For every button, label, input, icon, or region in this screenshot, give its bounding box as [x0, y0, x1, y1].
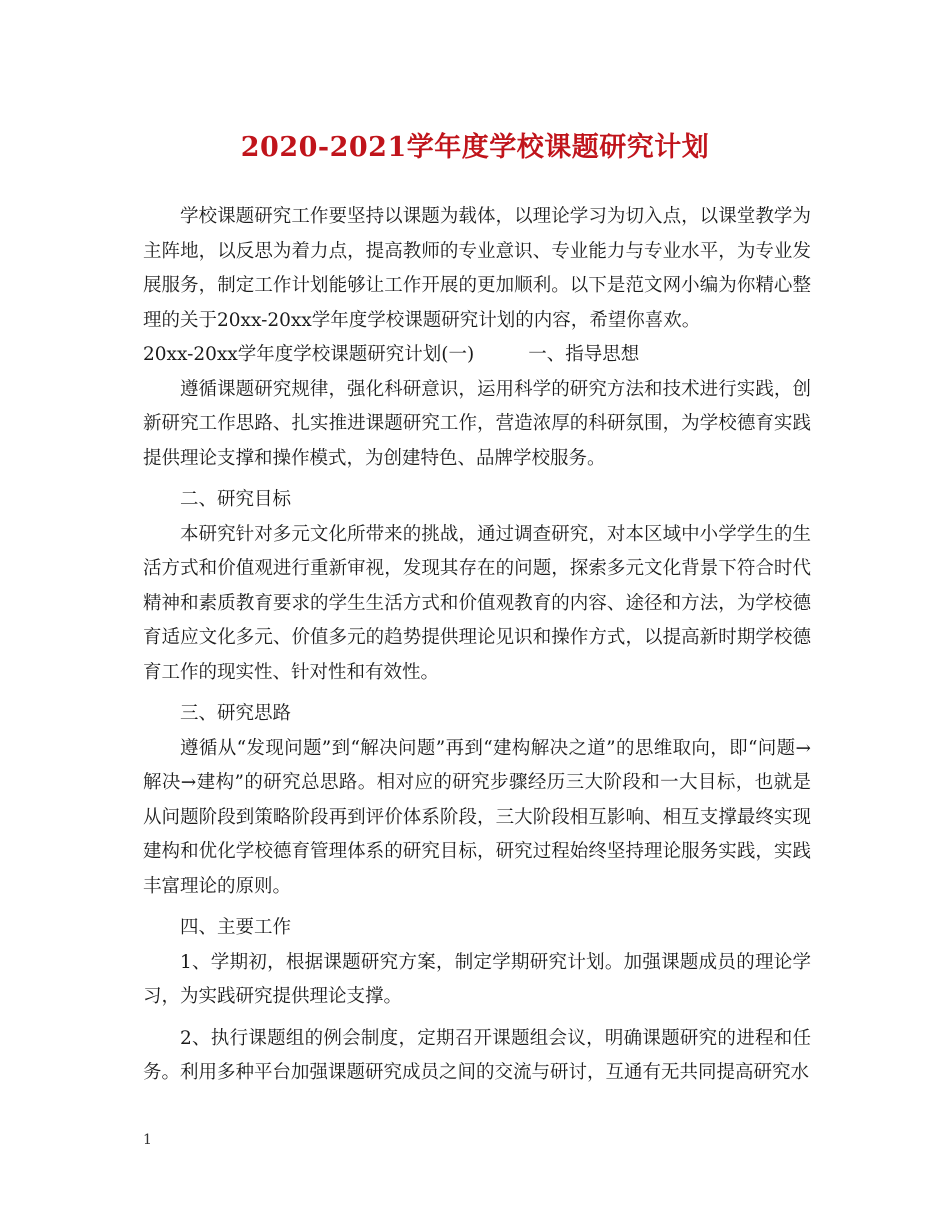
section-text-research-goal: 本研究针对多元文化所带来的挑战，通过调查研究，对本区域中小学学生的生活方式和价值观进行重新审视，发现其存在的问题，探索多元文化背景下符合时代精神和素质教育要求的学生生活方式和价值观教育的内容、途径和方法，为学校德育适应文化多元、价值多元的趋势提供理论见识和操作方式，以提高新时期学校德育工作的现实性、针对性和有效性。 [143, 523, 811, 683]
work-item: 1、学期初，根据课题研究方案，制定学期研究计划。加强课题成员的理论学习，为实践研究提供理论支撑。 [143, 951, 811, 1007]
section-heading-guiding-thought: 一、指导思想 [528, 344, 640, 365]
section-heading-main-work: 四、主要工作 [180, 917, 292, 938]
section-heading-research-approach: 三、研究思路 [180, 703, 292, 724]
section-heading-research-goal: 二、研究目标 [180, 489, 292, 510]
work-item: 2、执行课题组的例会制度，定期召开课题组会议，明确课题研究的进程和任务。利用多种平台加强课题研究成员之间的交流与研讨，互通有无共同提高研究水 [143, 1027, 811, 1083]
page-number: 1 [143, 1132, 152, 1148]
plan-title: 20xx-20xx学年度学校课题研究计划(一) [143, 344, 475, 365]
document-title: 2020-2021学年度学校课题研究计划 [240, 132, 710, 163]
section-text-guiding-thought: 遵循课题研究规律，强化科研意识，运用科学的研究方法和技术进行实践，创新研究工作思路、扎实推进课题研究工作，营造浓厚的科研氛围，为学校德育实践提供理论支撑和操作模式，为创建特色、品牌学校服务。 [143, 378, 811, 469]
section-text-research-approach: 遵循从“发现问题”到“解决问题”再到“建构解决之道”的思维取向，即“问题→ 解决→建构”的研究总思路。相对应的研究步骤经历三大阶段和一大目标，也就是从问题阶段到策略阶段再到评价体系阶段，三大阶段相互影响、相互支撑最终实现建构和优化学校德育管理体系的研究目标，研究过程始终坚持理论服务实践，实践丰富理论的原则。 [143, 737, 811, 897]
intro-paragraph: 学校课题研究工作要坚持以课题为载体，以理论学习为切入点，以课堂教学为主阵地，以反思为着力点，提高教师的专业意识、专业能力与专业水平，为专业发展服务，制定工作计划能够让工作开展的更加顺利。以下是范文网小编为你精心整理的关于20xx-20xx学年度学校课题研究计划的内容，希望你喜欢。 [143, 206, 811, 331]
plan-title-line [143, 338, 811, 373]
document-body [143, 200, 811, 1091]
